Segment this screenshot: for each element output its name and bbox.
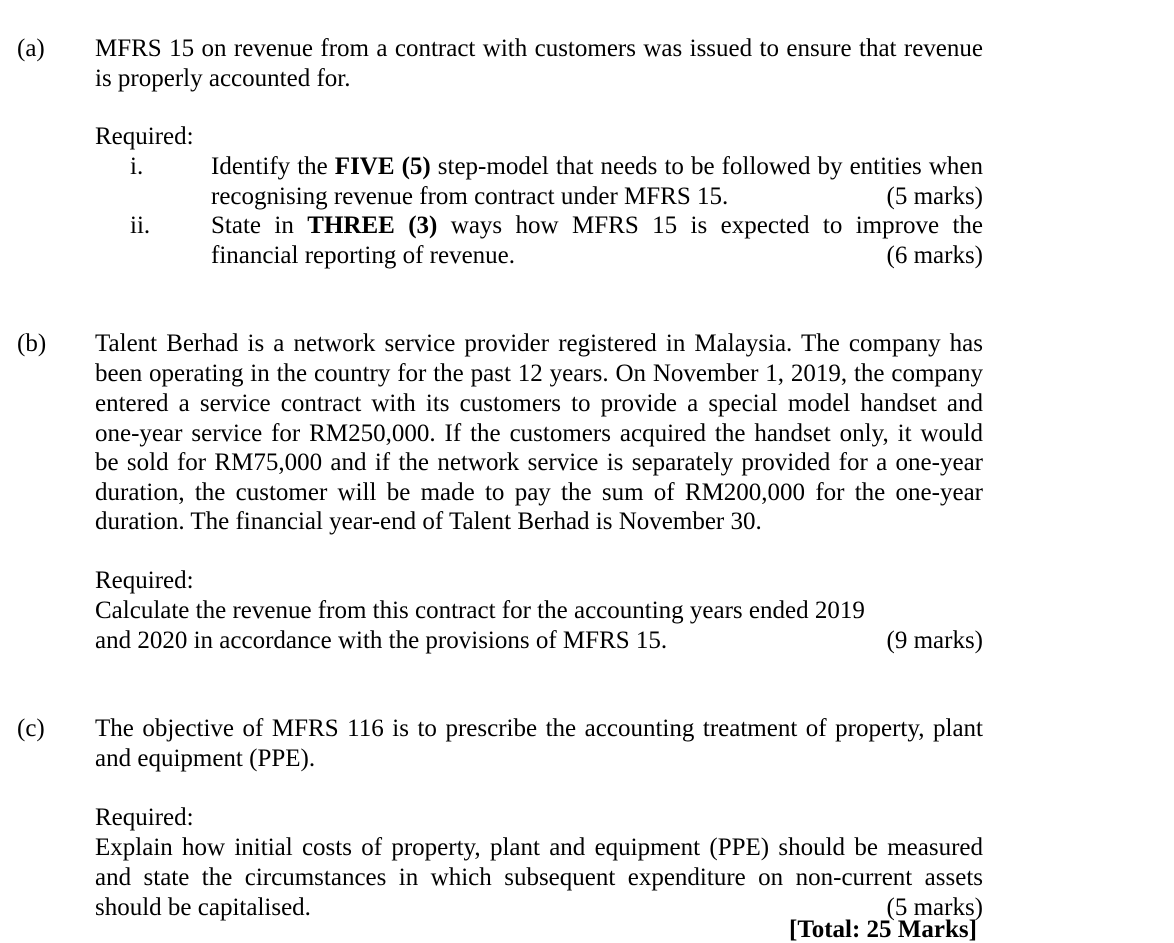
- part-b-paragraph-line-6: duration, the customer will be made to pay the sum of RM200,000 for the one-year: [95, 479, 983, 506]
- part-b-paragraph-line-2: been operating in the country for the past 12 years. On November 1, 2019, the company: [95, 360, 983, 387]
- part-a-item-ii-bold: THREE (3): [307, 212, 438, 239]
- part-b-paragraph-line-4: one-year service for RM250,000. If the customers acquired the handset only, it would: [95, 420, 983, 447]
- part-c-task-line-3: should be capitalised.: [95, 894, 311, 921]
- part-a-label: (a): [17, 35, 45, 62]
- part-a-item-ii-number: ii.: [130, 212, 151, 239]
- part-b-task-line-2: and 2020 in accordance with the provisions of MFRS 15.: [95, 627, 668, 654]
- part-a-item-ii-marks: (6 marks): [886, 242, 983, 269]
- part-a-item-i-line-1: Identify the FIVE (5) step-model that needs to be followed by entities when: [211, 153, 983, 180]
- part-c-task-line-2: and state the circumstances in which subsequent expenditure on non-current assets: [95, 864, 983, 891]
- part-b-marks: (9 marks): [886, 627, 983, 654]
- part-c-marks: (5 marks): [886, 894, 983, 921]
- part-a-item-ii-line-1: State in THREE (3) ways how MFRS 15 is expected to improve the: [211, 212, 983, 239]
- part-c-required: Required:: [95, 804, 194, 831]
- part-b-task-line-1: Calculate the revenue from this contract for the accounting years ended 2019: [95, 597, 865, 624]
- part-a-item-i-number: i.: [130, 153, 144, 180]
- total-marks: [Total: 25 Marks]: [789, 916, 977, 943]
- part-a-required: Required:: [95, 123, 194, 150]
- part-c-label: (c): [17, 715, 45, 742]
- part-b-paragraph-line-7: duration. The financial year-end of Talent Berhad is November 30.: [95, 508, 762, 535]
- part-a-item-i-marks: (5 marks): [886, 183, 983, 210]
- part-c-intro-line-1: The objective of MFRS 116 is to prescribe the accounting treatment of property, plant: [95, 715, 983, 742]
- part-a-item-i-bold: FIVE (5): [334, 153, 431, 180]
- part-c-task-line-1: Explain how initial costs of property, plant and equipment (PPE) should be measured: [95, 834, 983, 861]
- part-b-paragraph-line-5: be sold for RM75,000 and if the network service is separately provided for a one-year: [95, 449, 983, 476]
- part-a-intro-line-1: MFRS 15 on revenue from a contract with customers was issued to ensure that revenue: [95, 35, 983, 62]
- part-a-intro-line-2: is properly accounted for.: [95, 65, 351, 92]
- part-b-paragraph-line-3: entered a service contract with its customers to provide a special model handset and: [95, 390, 983, 417]
- part-b-label: (b): [17, 330, 47, 357]
- part-c-intro-line-2: and equipment (PPE).: [95, 745, 316, 772]
- part-a-item-ii-line-2: financial reporting of revenue.: [211, 242, 516, 269]
- part-b-paragraph-line-1: Talent Berhad is a network service provider registered in Malaysia. The company has: [95, 330, 983, 357]
- part-a-item-i-line-2: recognising revenue from contract under MFRS 15.: [211, 183, 729, 210]
- part-b-required: Required:: [95, 567, 194, 594]
